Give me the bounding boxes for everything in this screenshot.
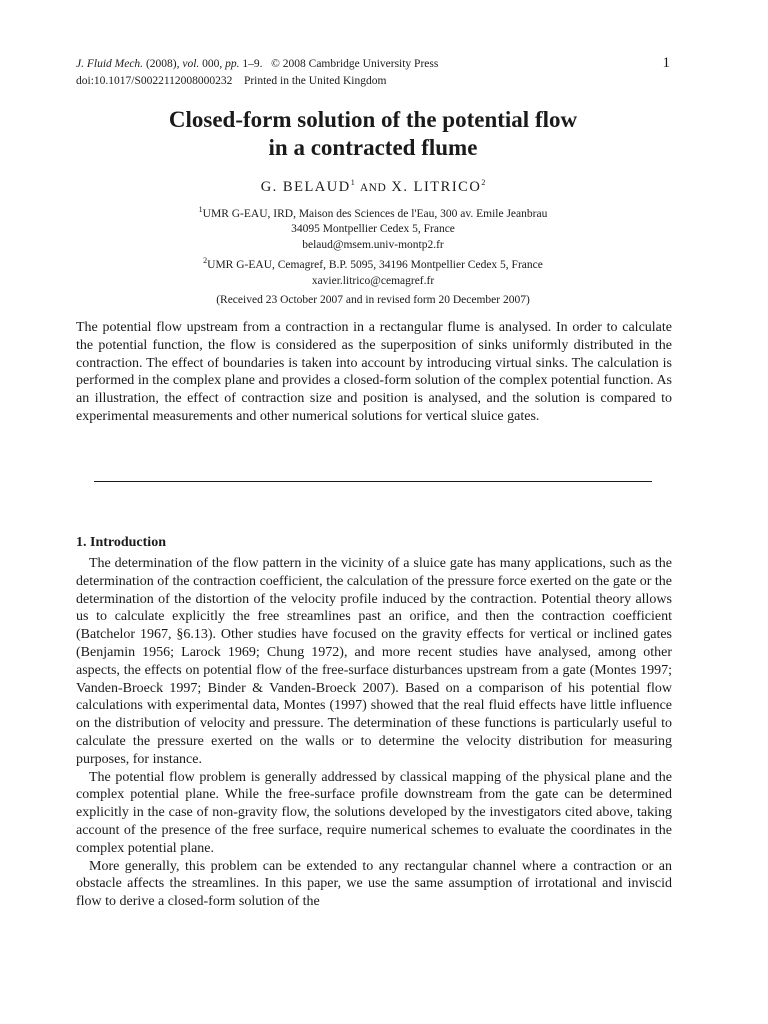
doi: doi:10.1017/S0022112008000232 [76, 75, 233, 87]
author-conjunction: AND [359, 181, 387, 194]
author-2: X. LITRICO [391, 178, 482, 195]
pages-label: pp. [225, 58, 240, 70]
journal-year: (2008), [145, 58, 180, 70]
abstract-divider [94, 481, 652, 482]
affiliation-1-line-1 [60, 202, 686, 222]
affiliation-2-line [60, 253, 686, 273]
copyright-notice: © 2008 Cambridge University Press [271, 58, 439, 70]
author-2-email: xavier.litrico@cemagref.fr [311, 274, 435, 287]
printed-notice: Printed in the United Kingdom [243, 75, 387, 87]
paragraph-3: More generally, this problem can be extended to any rectangular channel where a contraction or an obstacle affects the streamlines. In this paper, we use the same assumption of irrotational and inviscid flow to derive a closed-form solution of the [76, 858, 672, 910]
author-1: G. BELAUD [260, 178, 351, 195]
introduction-body [76, 555, 672, 911]
section-heading: 1. Introduction [76, 535, 166, 550]
author-1-affiliation-mark: 1 [350, 178, 355, 187]
affiliations [60, 202, 686, 289]
paragraph-1: The determination of the flow pattern in the vicinity of a sluice gate has many applications, such as the determination of the contraction coefficient, the calculation of the pressure force exerted on the gate or the determination of the distortion of the velocity profile induced by the contraction. Potential theory allows us to calculate explicitly the free streamlines past an orifice, and then the contraction coefficient (Batchelor 1967, §6.13). Other studies have focused on the gravity effects for vertical or inclined gates (Benjamin 1956; Larock 1969; Chung 1972), and more recent studies have analysed, among other aspects, the effects on potential flow of the free-surface disturbances upstream from a gate (Montes 1997; Vanden-Broeck 1997; Binder & Vanden-Broeck 2007). Based on a comparison of his potential flow calculations with experimental data, Montes (1997) showed that the real fluid effects have little influence on the distribution of velocity and pressure. The determination of these functions is particularly useful to calculate the pressure exerted on the walls or to determine the velocity distribution for measuring purposes, for instance. [76, 556, 672, 767]
journal-name: J. Fluid Mech. [76, 58, 144, 70]
affiliation-2-text: UMR G-EAU, Cemagref, B.P. 5095, 34196 Montpellier Cedex 5, France [207, 259, 543, 272]
affiliation-1-mark: 1 [198, 205, 203, 214]
received-dates: (Received 23 October 2007 and in revised form 20 December 2007) [216, 294, 530, 306]
paragraph-2: The potential flow problem is generally addressed by classical mapping of the physical plane and the complex potential plane. While the free-surface profile downstream from the gate can be determined explicitly in the case of non-gravity flow, the solutions developed by the investigators cited above, taking account of the presence of the free surface, require numerical schemes to evaluate the coordinates in the complex potential plane. [76, 769, 672, 856]
affiliation-1-text: UMR G-EAU, IRD, Maison des Sciences de l'Eau, 300 av. Emile Jeanbrau [202, 207, 548, 220]
paper-title [60, 106, 686, 162]
running-header [76, 56, 676, 90]
page-number: 1 [662, 55, 670, 71]
author-2-affiliation-mark: 2 [481, 178, 486, 187]
author-list [60, 178, 686, 196]
abstract: The potential flow upstream from a contraction in a rectangular flume is analysed. In order to calculate the potential function, the flow is considered as the superposition of sinks uniformly distributed in the contraction. The effect of boundaries is taken into account by introducing virtual sinks. The calculation is performed in the complex plane and provides a closed-form solution of the complex potential function. As an illustration, the effect of contraction size and position is analysed, and the solution is compared to experimental measurements and other numerical solutions for vertical sluice gates. [76, 320, 672, 424]
doi-line [76, 73, 676, 90]
volume-value: 000, [202, 58, 223, 70]
citation-line [76, 56, 676, 73]
title-line-1: Closed-form solution of the potential flow [168, 107, 578, 132]
volume-label: vol. [182, 58, 200, 70]
affiliation-1-line-2: 34095 Montpellier Cedex 5, France [291, 223, 455, 236]
affiliation-2-mark: 2 [203, 256, 208, 266]
title-line-2: in a contracted flume [268, 135, 478, 160]
pages-range: 1–9. [242, 58, 263, 70]
author-1-email: belaud@msem.univ-montp2.fr [302, 238, 444, 251]
